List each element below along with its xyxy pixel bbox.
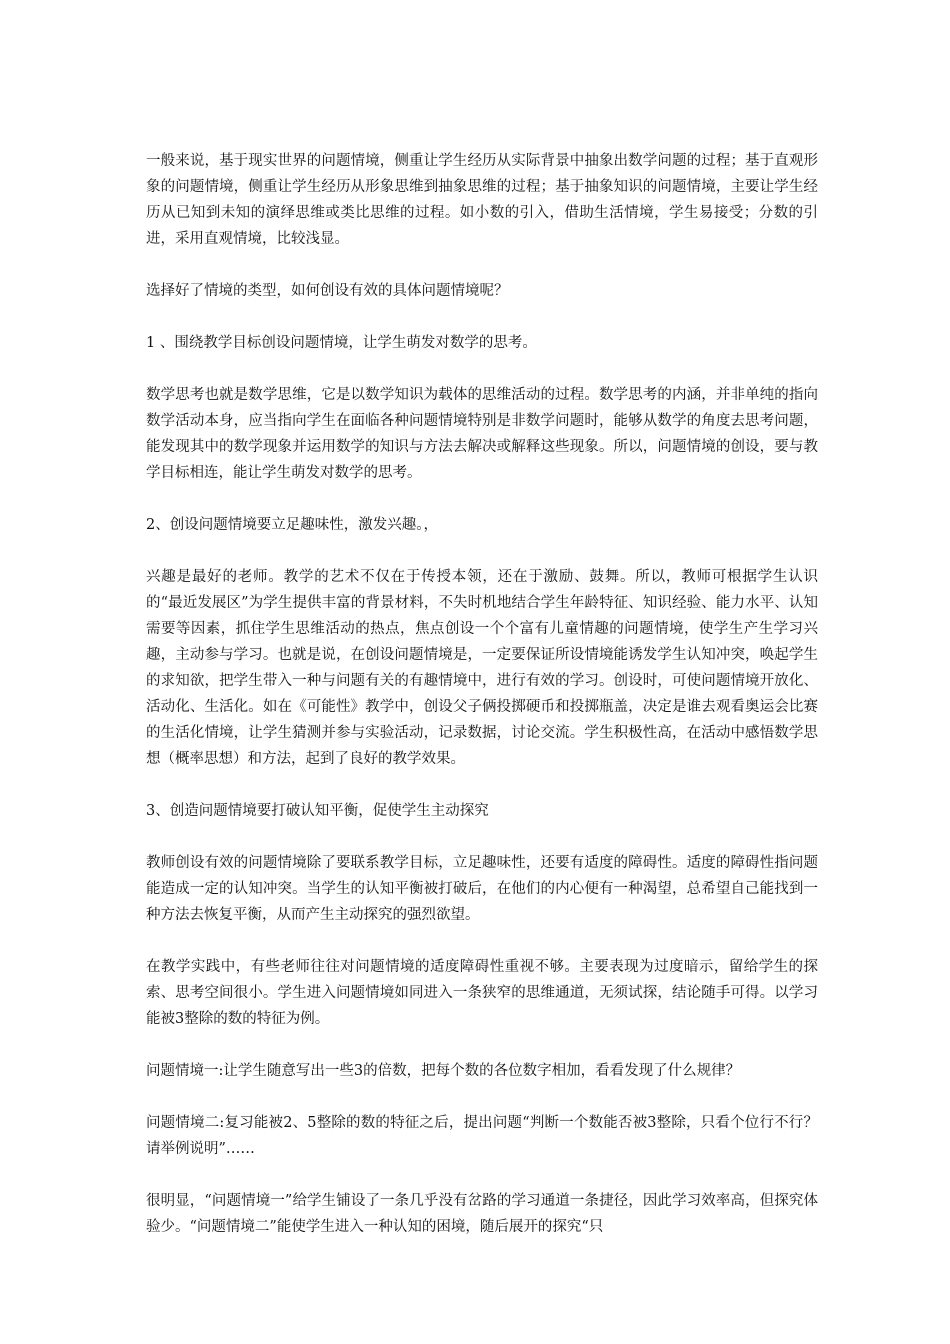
paragraph-situation-types: 一般来说，基于现实世界的问题情境，侧重让学生经历从实际背景中抽象出数学问题的过程；基于直观形象的问题情境，侧重让学生经历从形象思维到抽象思维的过程；基于抽象知识的问题情境，主要让学生经历从已知到未知的演绎思维或类比思维的过程。如小数的引入，借助生活情境，学生易接受；分数的引进，采用直观情境，比较浅显。: [146, 153, 818, 247]
paragraph-situation-two: 问题情境二:复习能被2、5整除的数的特征之后，提出问题“判断一个数能否被3整除，只看个位行不行？请举例说明”……: [146, 1115, 818, 1157]
paragraph-teaching-practice: 在教学实践中，有些老师往往对问题情境的适度障碍性重视不够。主要表现为过度暗示，留给学生的探索、思考空间很小。学生进入问题情境如同进入一条狭窄的思维通道，无须试探，结论随手可得。以学习能被3整除的数的特征为例。: [146, 959, 818, 1027]
document-body: [146, 148, 818, 1240]
paragraph-comparison: 很明显，“问题情境一”给学生铺设了一条几乎没有岔路的学习通道一条捷径，因此学习效率高，但探究体验少。“问题情境二”能使学生进入一种认知的困境，随后展开的探究“只: [146, 1193, 818, 1235]
paragraph-situation-one: 问题情境一:让学生随意写出一些3的倍数，把每个数的各位数字相加，看看发现了什么规律？: [146, 1063, 741, 1079]
heading-point-1: 1 、围绕教学目标创设问题情境，让学生萌发对数学的思考。: [146, 335, 537, 351]
paragraph-question: 选择好了情境的类型，如何创设有效的具体问题情境呢？: [146, 283, 509, 299]
heading-point-3: 3、创造问题情境要打破认知平衡，促使学生主动探究: [146, 803, 489, 819]
paragraph-obstacle: 教师创设有效的问题情境除了要联系教学目标，立足趣味性，还要有适度的障碍性。适度的障碍性指问题能造成一定的认知冲突。当学生的认知平衡被打破后，在他们的内心便有一种渴望，总希望自己能找到一种方法去恢复平衡，从而产生主动探究的强烈欲望。: [146, 855, 818, 923]
paragraph-math-thinking: 数学思考也就是数学思维，它是以数学知识为载体的思维活动的过程。数学思考的内涵，并非单纯的指向数学活动本身，应当指向学生在面临各种问题情境特别是非数学问题时，能够从数学的角度去思考问题，能发现其中的数学现象并运用数学的知识与方法去解决或解释这些现象。所以，问题情境的创设，要与教学目标相连，能让学生萌发对数学的思考。: [146, 387, 818, 481]
heading-point-2: 2、创设问题情境要立足趣味性，激发兴趣。，: [146, 517, 438, 533]
paragraph-interest: 兴趣是最好的老师。教学的艺术不仅在于传授本领，还在于激励、鼓舞。所以，教师可根据学生认识的“最近发展区”为学生提供丰富的背景材料，不失时机地结合学生年龄特征、知识经验、能力水平、认知需要等因素，抓住学生思维活动的热点，焦点创设一个个富有儿童情趣的问题情境，使学生产生学习兴趣，主动参与学习。也就是说，在创设问题情境是，一定要保证所设情境能诱发学生认知冲突，唤起学生的求知欲，把学生带入一种与问题有关的有趣情境中，进行有效的学习。创设时，可使问题情境开放化、活动化、生活化。如在《可能性》教学中，创设父子俩投掷硬币和投掷瓶盖，决定是谁去观看奥运会比赛的生活化情境，让学生猜测并参与实验活动，记录数据，讨论交流。学生积极性高，在活动中感悟数学思想（概率思想）和方法，起到了良好的教学效果。: [146, 569, 818, 767]
